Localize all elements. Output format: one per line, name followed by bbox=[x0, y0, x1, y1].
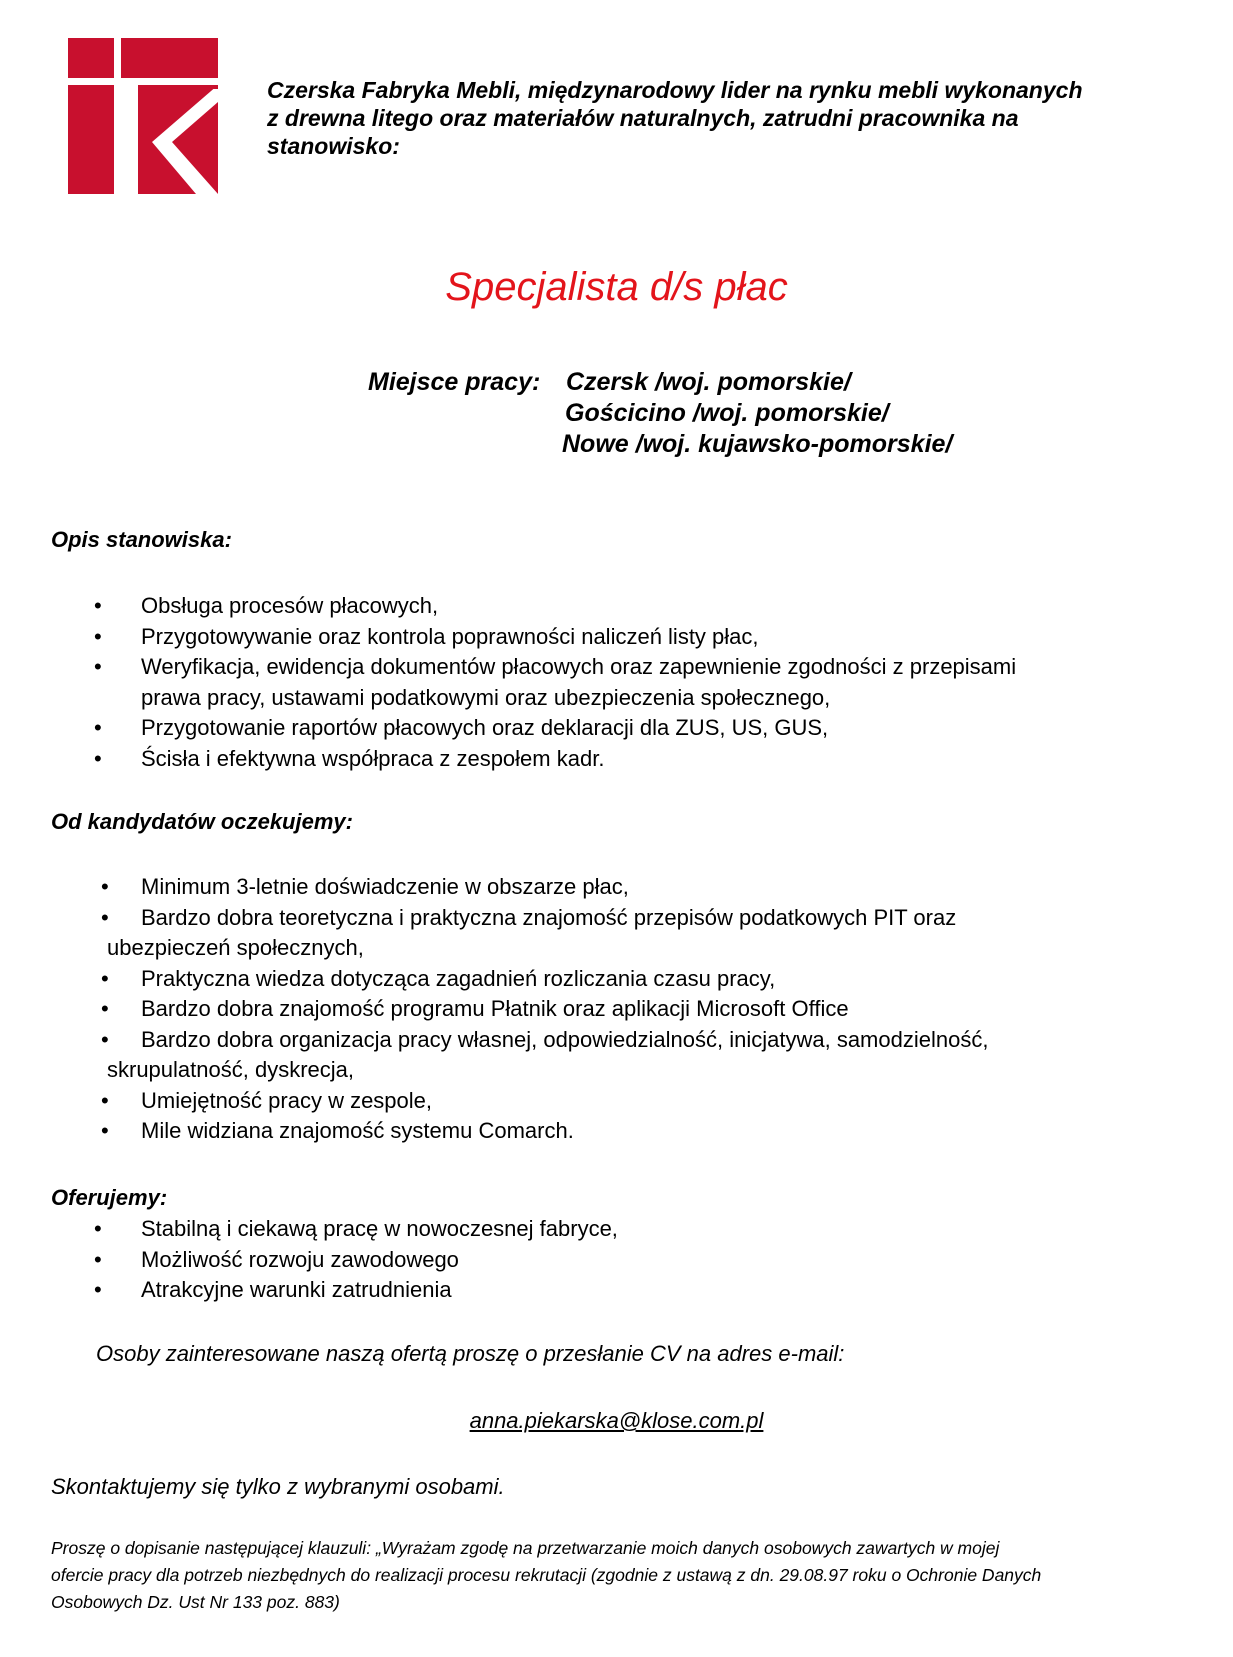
contact-email-link[interactable]: anna.piekarska@klose.com.pl bbox=[469, 1408, 764, 1433]
list-item: • Atrakcyjne warunki zatrudnienia bbox=[94, 1277, 452, 1302]
list-item: • Weryfikacja, ewidencja dokumentów płacowych oraz zapewnienie zgodności z przepisami prawa pracy, ustawami podatkowymi oraz ubezpieczenia społecznego, bbox=[94, 654, 1017, 710]
list-item: • Bardzo dobra organizacja pracy własnej, odpowiedzialność, inicjatywa, samodzielność, skrupulatność, dyskrecja, bbox=[101, 1026, 989, 1082]
offer-list bbox=[0, 1214, 618, 1306]
clause-line: Proszę o dopisanie następującej klauzuli: „Wyrażam zgodę na przetwarzanie moich danych osobowych zawartych w mojej bbox=[51, 1538, 1000, 1558]
closing-note: Skontaktujemy się tylko z wybranymi osobami. bbox=[51, 1474, 505, 1499]
description-list bbox=[0, 591, 1016, 774]
list-item: • Obsługa procesów płacowych, bbox=[94, 593, 439, 618]
offer-heading: Oferujemy: bbox=[51, 1185, 168, 1210]
privacy-clause bbox=[51, 1535, 1201, 1616]
list-item: • Bardzo dobra teoretyczna i praktyczna znajomość przepisów podatkowych PIT oraz ubezpieczeń społecznych, bbox=[101, 904, 957, 960]
list-item: • Stabilną i ciekawą pracę w nowoczesnej fabryce, bbox=[94, 1216, 618, 1241]
list-item: • Umiejętność pracy w zespole, bbox=[101, 1087, 433, 1113]
clause-line: Osobowych Dz. Ust Nr 133 poz. 883) bbox=[51, 1592, 340, 1612]
list-item: • Minimum 3-letnie doświadczenie w obszarze płac, bbox=[101, 874, 629, 899]
contact-prompt: Osoby zainteresowane naszą ofertą proszę o przesłanie CV na adres e-mail: bbox=[96, 1341, 845, 1366]
intro-line: stanowisko: bbox=[267, 133, 400, 159]
intro-line: Czerska Fabryka Mebli, międzynarodowy lider na rynku mebli wykonanych bbox=[267, 77, 1083, 103]
location-place: Gościcino /woj. pomorskie/ bbox=[565, 399, 889, 427]
company-intro bbox=[267, 76, 1187, 160]
list-item: • Praktyczna wiedza dotycząca zagadnień rozliczania czasu pracy, bbox=[101, 965, 776, 991]
clause-line: ofercie pracy dla potrzeb niezbędnych do realizacji procesu rekrutacji (zgodnie z ustawą z dn. 29.08.97 roku o Ochronie Danych bbox=[51, 1565, 1042, 1585]
location-place: Czersk /woj. pomorskie/ bbox=[566, 368, 851, 396]
list-item: • Możliwość rozwoju zawodowego bbox=[94, 1246, 459, 1272]
location-label: Miejsce pracy: bbox=[368, 368, 541, 396]
list-item: • Ścisła i efektywna współpraca z zespołem kadr. bbox=[94, 745, 605, 771]
intro-line: z drewna litego oraz materiałów naturalnych, zatrudni pracownika na bbox=[267, 105, 1019, 131]
job-title: Specjalista d/s płac bbox=[445, 265, 788, 309]
requirements-list bbox=[0, 872, 988, 1147]
list-item: • Przygotowywanie oraz kontrola poprawności naliczeń listy płac, bbox=[94, 623, 759, 649]
list-item: • Bardzo dobra znajomość programu Płatnik oraz aplikacji Microsoft Office bbox=[101, 996, 849, 1021]
location-place: Nowe /woj. kujawsko-pomorskie/ bbox=[562, 430, 953, 458]
description-heading: Opis stanowiska: bbox=[51, 527, 232, 552]
requirements-heading: Od kandydatów oczekujemy: bbox=[51, 809, 353, 834]
list-item: • Przygotowanie raportów płacowych oraz deklaracji dla ZUS, US, GUS, bbox=[94, 715, 829, 740]
list-item: • Mile widziana znajomość systemu Comarch. bbox=[101, 1118, 574, 1143]
company-logo-icon bbox=[68, 38, 218, 194]
